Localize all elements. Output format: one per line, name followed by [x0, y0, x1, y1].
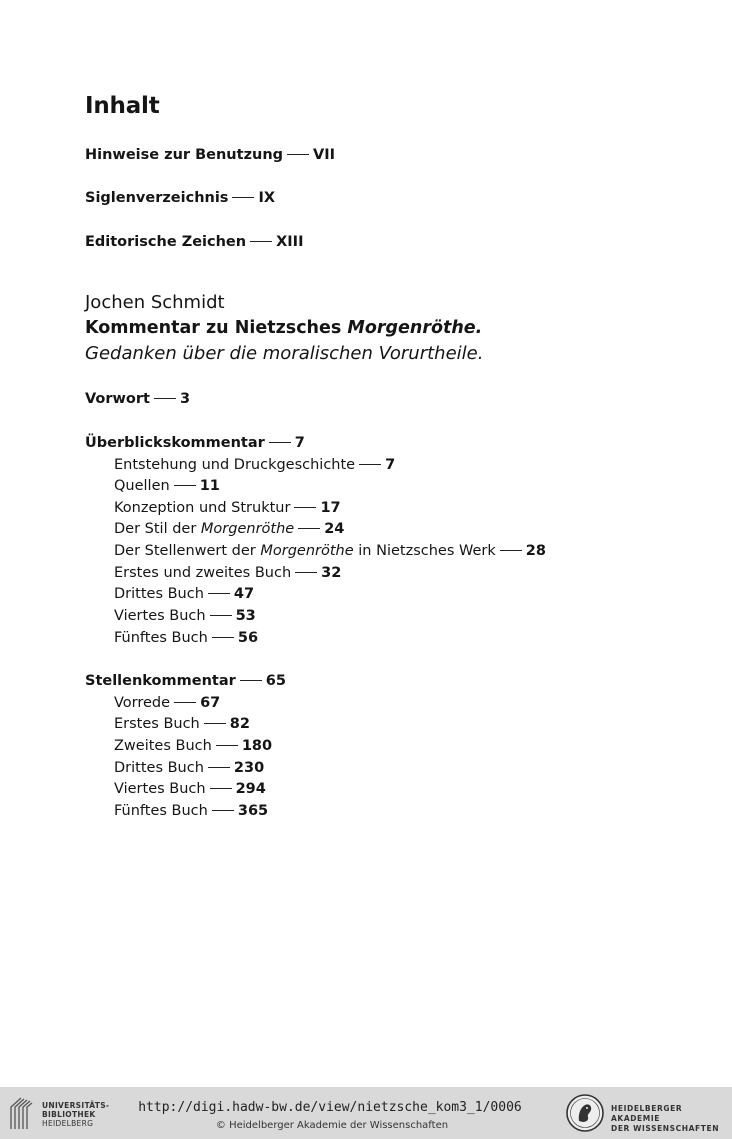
leader-dash: [216, 745, 238, 746]
toc-subentry-page: 180: [241, 738, 273, 754]
academy-name: [611, 1104, 732, 1134]
toc-subentry-label: Quellen: [114, 478, 170, 494]
toc-entry-page: VII: [313, 147, 336, 163]
toc-subentry-page: 11: [199, 478, 220, 494]
toc-subentry-label: Vorrede: [114, 695, 171, 711]
leader-dash: [204, 723, 226, 724]
toc-entry: [85, 145, 335, 165]
toc-subentry: [114, 455, 395, 475]
toc-entry-page: XIII: [276, 234, 304, 250]
leader-dash: [208, 593, 230, 594]
leader-dash: [212, 810, 234, 811]
work-subtitle: Gedanken über die moralischen Vorurtheile.: [85, 343, 484, 364]
toc-entry: [85, 232, 303, 252]
leader-dash: [240, 680, 262, 681]
toc-subentry-label: Konzeption und Struktur: [114, 500, 291, 516]
toc-subentry-page: 17: [320, 500, 341, 516]
toc-subentry: [114, 498, 341, 518]
leader-dash: [295, 572, 317, 573]
toc-subentry-label: Entstehung und Druckgeschichte: [114, 457, 356, 473]
toc-section-page: 65: [265, 673, 286, 689]
toc-subentry: [114, 693, 220, 713]
viewer-footer: [0, 1087, 732, 1139]
work-title: [85, 318, 482, 338]
toc-subentry: [114, 801, 268, 821]
leader-dash: [250, 241, 272, 242]
toc-entry-label: Vorwort: [85, 391, 150, 407]
toc-subentry: [114, 563, 341, 583]
leader-dash: [154, 398, 176, 399]
leader-dash: [287, 154, 309, 155]
copyright-notice: © Heidelberger Akademie der Wissenschaften: [215, 1120, 449, 1131]
toc-subentry-page: 32: [321, 565, 342, 581]
toc-subentry-label: Fünftes Buch: [114, 630, 208, 646]
toc-subentry-label-italic: Morgenröthe: [260, 543, 354, 559]
toc-entry-page: 3: [179, 391, 191, 407]
toc-section-ueberblick: [85, 433, 305, 453]
leader-dash: [500, 550, 522, 551]
toc-subentry-label: Zweites Buch: [114, 738, 212, 754]
work-title-italic: Morgenröthe.: [347, 318, 483, 338]
leader-dash: [359, 464, 381, 465]
toc-subentry: [114, 476, 220, 496]
toc-subentry-label: Der Stellenwert der: [114, 543, 261, 559]
toc-subentry: [114, 779, 266, 799]
toc-subentry-label: Fünftes Buch: [114, 803, 208, 819]
leader-dash: [210, 615, 232, 616]
toc-subentry-label: Erstes Buch: [114, 716, 200, 732]
toc-subentry: [114, 606, 256, 626]
toc-subentry: [114, 628, 258, 648]
toc-entry-label: Siglenverzeichnis: [85, 190, 229, 206]
toc-subentry-page: 294: [235, 781, 266, 797]
toc-subentry: [114, 758, 264, 778]
toc-entry-vorwort: [85, 389, 190, 409]
work-author: Jochen Schmidt: [85, 292, 225, 313]
toc-entry: [85, 188, 275, 208]
toc-subentry-page: 24: [324, 521, 345, 537]
document-url[interactable]: http://digi.hadw-bw.de/view/nietzsche_kom3_1/0006: [138, 1100, 522, 1115]
academy-line-2: DER WISSENSCHAFTEN: [611, 1124, 720, 1133]
toc-subentry-page: 230: [233, 760, 265, 776]
toc-section-label: Überblickskommentar: [85, 435, 265, 451]
toc-subentry-page: 47: [233, 586, 255, 602]
toc-subentry-label: Der Stil der: [114, 521, 201, 537]
toc-entry-label: Hinweise zur Benutzung: [85, 147, 284, 163]
toc-subentry-page: 7: [385, 457, 396, 473]
leader-dash: [174, 702, 196, 703]
toc-section-label: Stellenkommentar: [85, 673, 236, 689]
toc-subentry-page: 56: [237, 630, 259, 646]
academy-seal-icon: [565, 1093, 605, 1133]
toc-subentry-label: Viertes Buch: [114, 781, 206, 797]
leader-dash: [208, 767, 230, 768]
toc-subentry: [114, 736, 272, 756]
leader-dash: [298, 528, 320, 529]
toc-subentry-label-italic: Morgenröthe: [200, 521, 295, 537]
toc-subentry: [114, 541, 546, 561]
toc-subentry: [114, 519, 344, 539]
toc-subentry: [114, 714, 250, 734]
leader-dash: [269, 442, 291, 443]
leader-dash: [232, 197, 254, 198]
leader-dash: [212, 637, 234, 638]
toc-entry-page: IX: [258, 190, 276, 206]
leader-dash: [174, 485, 196, 486]
library-line-1: UNIVERSITÄTS-: [42, 1101, 110, 1110]
toc-subentry-label: Viertes Buch: [114, 608, 206, 624]
toc-subentry: [114, 584, 254, 604]
toc-subentry-label: Drittes Buch: [114, 586, 204, 602]
toc-subentry-label: Drittes Buch: [114, 760, 204, 776]
toc-subentry-page: 53: [235, 608, 256, 624]
toc-entry-label: Editorische Zeichen: [85, 234, 247, 250]
library-line-3: HEIDELBERG: [42, 1119, 94, 1128]
academy-line-1: HEIDELBERGER AKADEMIE: [611, 1104, 683, 1123]
toc-subentry-page: 28: [525, 543, 546, 559]
toc-subentry-page: 82: [229, 716, 250, 732]
toc-subentry-label-post: in Nietzsches Werk: [353, 543, 496, 559]
toc-section-page: 7: [294, 435, 305, 451]
library-line-2: BIBLIOTHEK: [42, 1110, 96, 1119]
toc-subentry-page: 67: [200, 695, 221, 711]
work-title-prefix: Kommentar zu Nietzsches: [85, 318, 348, 338]
leader-dash: [210, 788, 232, 789]
toc-subentry-page: 365: [237, 803, 269, 819]
leader-dash: [294, 507, 316, 508]
toc-section-stellen: [85, 671, 286, 691]
page-title: Inhalt: [85, 93, 160, 119]
toc-subentry-label: Erstes und zweites Buch: [114, 565, 292, 581]
